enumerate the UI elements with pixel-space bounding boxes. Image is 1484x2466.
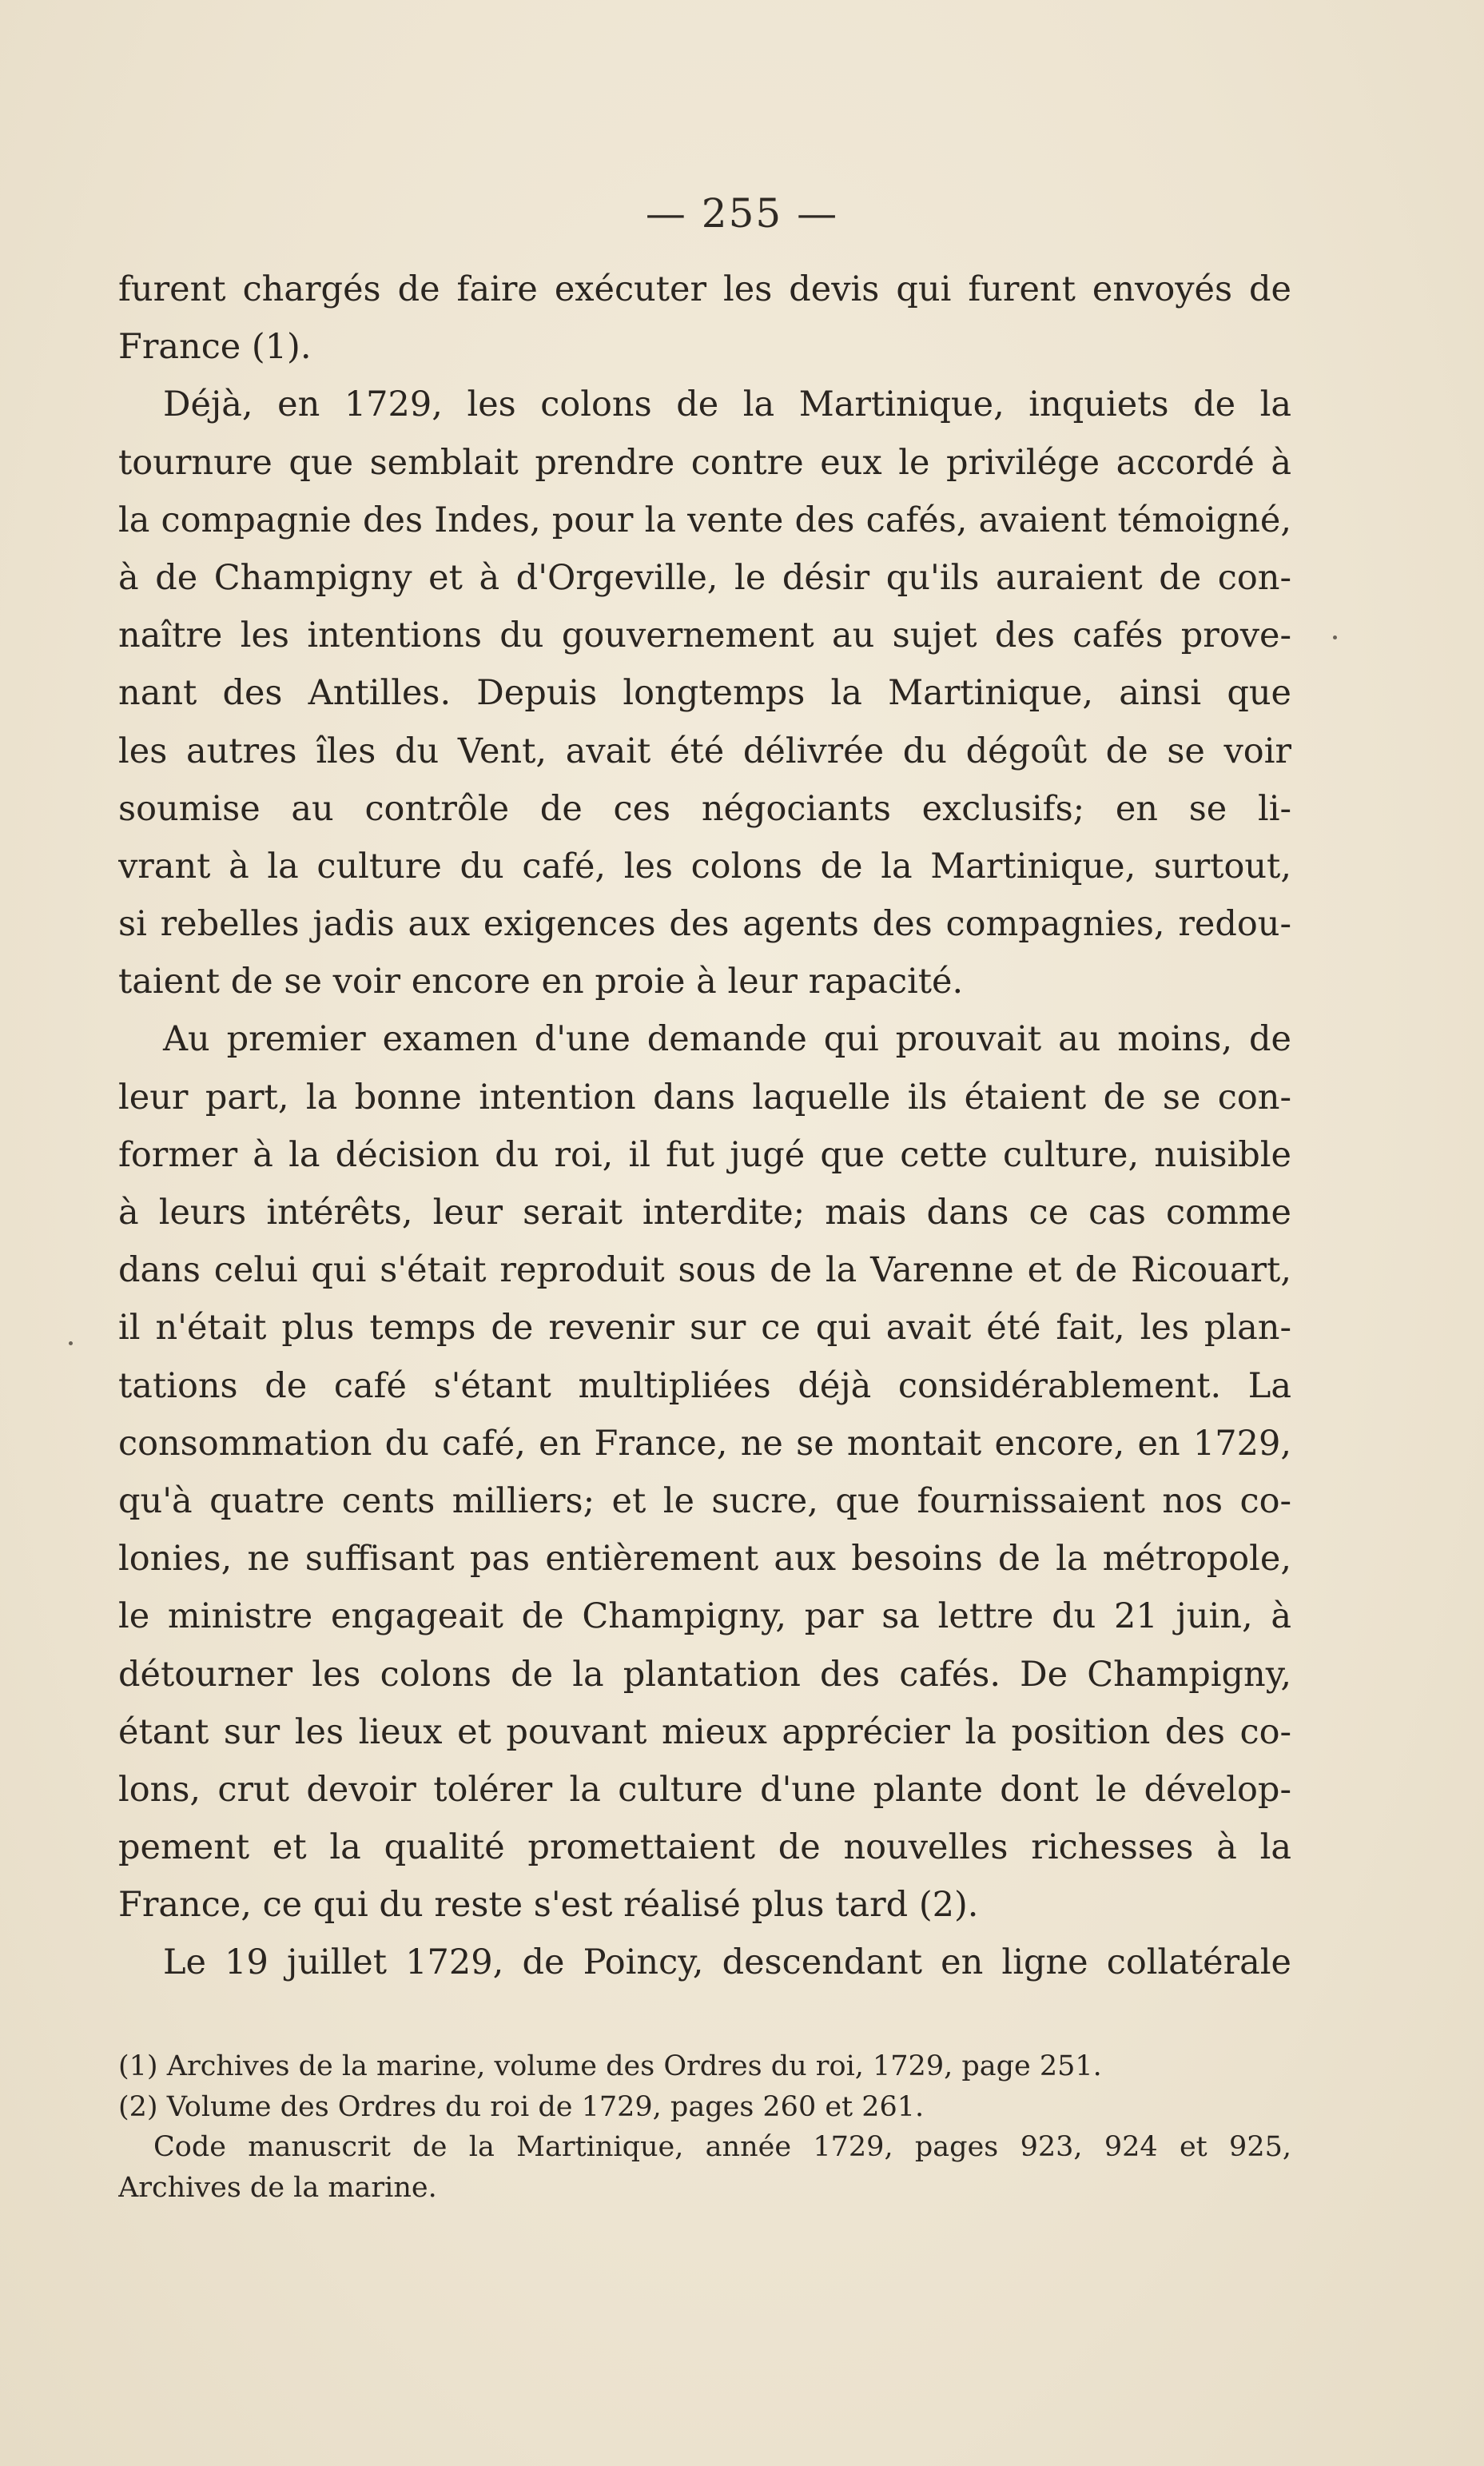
paper-speck xyxy=(69,1341,73,1345)
text-line: la compagnie des Indes, pour la vente des cafés, avaient témoigné, xyxy=(118,500,1291,540)
paper-speck xyxy=(1333,635,1337,639)
text-line: taient de se voir encore en proie à leur rapacité. xyxy=(118,962,964,1002)
text-line: leur part, la bonne intention dans laquelle ils étaient de se con- xyxy=(118,1077,1291,1117)
text-line: France (1). xyxy=(118,327,312,368)
text-line: pement et la qualité promettaient de nouvelles richesses à la xyxy=(118,1827,1291,1868)
text-line: qu'à quatre cents milliers; et le sucre, que fournissaient nos co- xyxy=(118,1480,1291,1521)
text-line: les autres îles du Vent, avait été délivrée du dégoût de se voir xyxy=(118,731,1291,771)
footnotes xyxy=(118,2046,1291,2208)
text-line: consommation du café, en France, ne se montait encore, en 1729, xyxy=(118,1423,1291,1464)
text-line: Le 19 juillet 1729, de Poincy, descendant en ligne collatérale xyxy=(163,1942,1291,1983)
text-line: le ministre engageait de Champigny, par sa lettre du 21 juin, à xyxy=(118,1596,1291,1637)
text-line: Déjà, en 1729, les colons de la Martinique, inquiets de la xyxy=(163,384,1291,425)
text-line: France, ce qui du reste s'est réalisé plus tard (2). xyxy=(118,1885,979,1926)
text-line: naître les intentions du gouvernement au sujet des cafés prove- xyxy=(118,616,1291,656)
text-line: si rebelles jadis aux exigences des agents des compagnies, redou- xyxy=(118,904,1291,945)
text-line: à de Champigny et à d'Orgeville, le désir qu'ils auraient de con- xyxy=(118,557,1291,598)
text-line: dans celui qui s'était reproduit sous de la Varenne et de Ricouart, xyxy=(118,1250,1291,1291)
footnote-line: Code manuscrit de la Martinique, année 1729, pages 923, 924 et 925, xyxy=(153,2131,1291,2163)
text-line: tations de café s'étant multipliées déjà considérablement. La xyxy=(118,1365,1291,1406)
text-line: Au premier examen d'une demande qui prouvait au moins, de xyxy=(163,1019,1291,1060)
footnote-line: (2) Volume des Ordres du roi de 1729, pages 260 et 261. xyxy=(118,2090,925,2123)
page-number: — 255 — xyxy=(645,190,839,237)
text-line: lonies, ne suffisant pas entièrement aux besoins de la métropole, xyxy=(118,1539,1291,1580)
footnote-line: Archives de la marine. xyxy=(118,2171,437,2204)
text-line: former à la décision du roi, il fut jugé que cette culture, nuisible xyxy=(118,1134,1291,1175)
text-line: furent chargés de faire exécuter les devis qui furent envoyés de xyxy=(118,269,1291,309)
footnote-line: (1) Archives de la marine, volume des Ordres du roi, 1729, page 251. xyxy=(118,2050,1102,2082)
body-text xyxy=(118,261,1291,1992)
text-line: à leurs intérêts, leur serait interdite; mais dans ce cas comme xyxy=(118,1193,1291,1233)
text-line: tournure que semblait prendre contre eux le privilége accordé à xyxy=(118,442,1291,483)
text-line: nant des Antilles. Depuis longtemps la Martinique, ainsi que xyxy=(118,673,1291,714)
text-line: lons, crut devoir tolérer la culture d'une plante dont le dévelop- xyxy=(118,1769,1291,1810)
text-line: il n'était plus temps de revenir sur ce qui avait été fait, les plan- xyxy=(118,1308,1291,1349)
text-line: vrant à la culture du café, les colons de la Martinique, surtout, xyxy=(118,846,1291,886)
text-line: soumise au contrôle de ces négociants exclusifs; en se li- xyxy=(118,788,1291,829)
text-line: détourner les colons de la plantation des cafés. De Champigny, xyxy=(118,1654,1291,1695)
text-line: étant sur les lieux et pouvant mieux apprécier la position des co- xyxy=(118,1711,1291,1752)
